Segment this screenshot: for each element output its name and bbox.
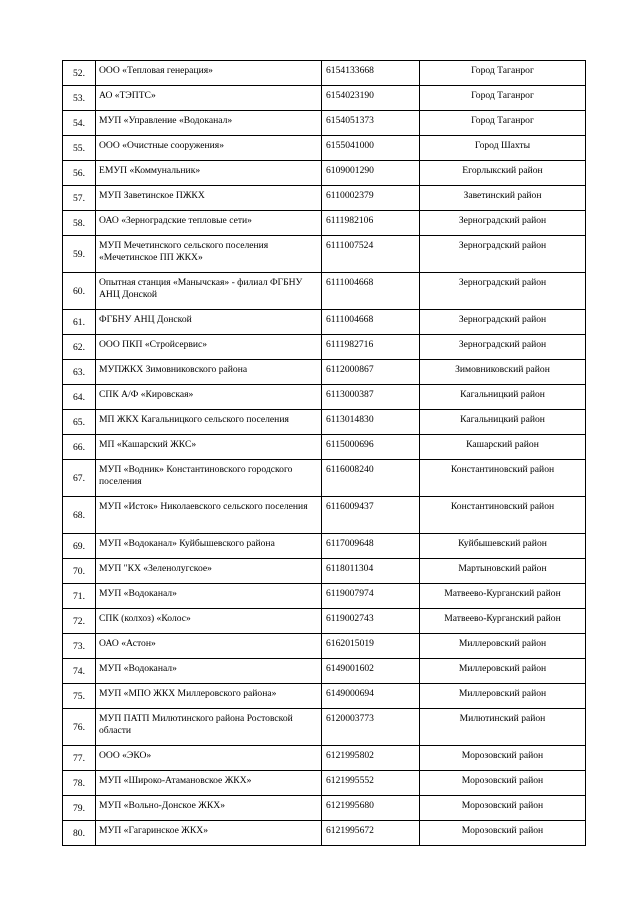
organization-name: МП «Кашарский ЖКС» <box>96 435 322 460</box>
inn-value: 6116008240 <box>322 460 420 497</box>
inn-value: 6154133668 <box>322 61 420 86</box>
inn-value: 6119002743 <box>322 609 420 634</box>
row-number: 79. <box>63 796 96 821</box>
organization-name: ОАО «Зерноградские тепловые сети» <box>96 211 322 236</box>
district-name: Заветинский район <box>420 186 586 211</box>
district-name: Миллеровский район <box>420 659 586 684</box>
row-number: 52. <box>63 61 96 86</box>
table-row <box>63 771 586 796</box>
inn-value: 6162015019 <box>322 634 420 659</box>
district-name: Матвеево-Курганский район <box>420 609 586 634</box>
organization-name: МУП «МПО ЖКХ Миллеровского района» <box>96 684 322 709</box>
district-name: Миллеровский район <box>420 634 586 659</box>
row-number: 72. <box>63 609 96 634</box>
district-name: Егорлыкский район <box>420 161 586 186</box>
organization-name: МУП «Водоканал» Куйбышевского района <box>96 534 322 559</box>
organization-name: СПК А/Ф «Кировская» <box>96 385 322 410</box>
district-name: Зерноградский район <box>420 236 586 273</box>
row-number: 59. <box>63 236 96 273</box>
organization-name: МУП Мечетинского сельского поселения «Мечетинское ПП ЖКХ» <box>96 236 322 273</box>
row-number: 71. <box>63 584 96 609</box>
district-name: Константиновский район <box>420 460 586 497</box>
district-name: Куйбышевский район <box>420 534 586 559</box>
district-name: Зерноградский район <box>420 335 586 360</box>
district-name: Зерноградский район <box>420 310 586 335</box>
inn-value: 6149000694 <box>322 684 420 709</box>
table-row <box>63 211 586 236</box>
row-number: 53. <box>63 86 96 111</box>
table-row <box>63 360 586 385</box>
row-number: 76. <box>63 709 96 746</box>
inn-value: 6154023190 <box>322 86 420 111</box>
inn-value: 6112000867 <box>322 360 420 385</box>
organization-name: ЕМУП «Коммунальник» <box>96 161 322 186</box>
district-name: Милютинский район <box>420 709 586 746</box>
row-number: 67. <box>63 460 96 497</box>
table-row <box>63 709 586 746</box>
table-row <box>63 796 586 821</box>
table-row <box>63 236 586 273</box>
district-name: Город Шахты <box>420 136 586 161</box>
district-name: Морозовский район <box>420 771 586 796</box>
table-row <box>63 684 586 709</box>
table-row <box>63 61 586 86</box>
district-name: Город Таганрог <box>420 111 586 136</box>
inn-value: 6119007974 <box>322 584 420 609</box>
inn-value: 6116009437 <box>322 497 420 534</box>
table-row <box>63 435 586 460</box>
district-name: Константиновский район <box>420 497 586 534</box>
district-name: Зерноградский район <box>420 211 586 236</box>
inn-value: 6118011304 <box>322 559 420 584</box>
row-number: 58. <box>63 211 96 236</box>
inn-value: 6111007524 <box>322 236 420 273</box>
organization-name: ООО ПКП «Стройсервис» <box>96 335 322 360</box>
row-number: 65. <box>63 410 96 435</box>
row-number: 55. <box>63 136 96 161</box>
row-number: 68. <box>63 497 96 534</box>
organization-name: АО «ТЭПТС» <box>96 86 322 111</box>
row-number: 80. <box>63 821 96 846</box>
inn-value: 6154051373 <box>322 111 420 136</box>
district-name: Город Таганрог <box>420 61 586 86</box>
organization-name: МУП ПАТП Милютинского района Ростовской области <box>96 709 322 746</box>
inn-value: 6121995552 <box>322 771 420 796</box>
row-number: 64. <box>63 385 96 410</box>
table-row <box>63 136 586 161</box>
district-name: Зимовниковский район <box>420 360 586 385</box>
district-name: Зерноградский район <box>420 273 586 310</box>
district-name: Морозовский район <box>420 821 586 846</box>
inn-value: 6113014830 <box>322 410 420 435</box>
organization-name: МУП «Водоканал» <box>96 584 322 609</box>
organization-name: МУПЖКХ Зимовниковского района <box>96 360 322 385</box>
table-row <box>63 659 586 684</box>
table-row <box>63 161 586 186</box>
row-number: 78. <box>63 771 96 796</box>
inn-value: 6121995802 <box>322 746 420 771</box>
row-number: 69. <box>63 534 96 559</box>
row-number: 62. <box>63 335 96 360</box>
district-name: Мартыновский район <box>420 559 586 584</box>
inn-value: 6109001290 <box>322 161 420 186</box>
row-number: 60. <box>63 273 96 310</box>
table-row <box>63 335 586 360</box>
inn-value: 6120003773 <box>322 709 420 746</box>
table-row <box>63 609 586 634</box>
row-number: 70. <box>63 559 96 584</box>
row-number: 56. <box>63 161 96 186</box>
organization-name: ООО «ЭКО» <box>96 746 322 771</box>
organization-name: МУП «Вольно-Донское ЖКХ» <box>96 796 322 821</box>
table-row <box>63 385 586 410</box>
organization-name: МУП «Гагаринское ЖКХ» <box>96 821 322 846</box>
district-name: Матвеево-Курганский район <box>420 584 586 609</box>
inn-value: 6111982716 <box>322 335 420 360</box>
organization-name: МУП «Широко-Атамановское ЖКХ» <box>96 771 322 796</box>
organization-name: МУП «Управление «Водоканал» <box>96 111 322 136</box>
organization-name: МУП "КХ «Зеленолугское» <box>96 559 322 584</box>
inn-value: 6111004668 <box>322 273 420 310</box>
inn-value: 6117009648 <box>322 534 420 559</box>
table-row <box>63 634 586 659</box>
organization-name: МП ЖКХ Кагальницкого сельского поселения <box>96 410 322 435</box>
organization-name: МУП Заветинское ПЖКХ <box>96 186 322 211</box>
organization-name: МУП «Водник» Константиновского городского поселения <box>96 460 322 497</box>
organization-name: СПК (колхоз) «Колос» <box>96 609 322 634</box>
district-name: Город Таганрог <box>420 86 586 111</box>
inn-value: 6111982106 <box>322 211 420 236</box>
district-name: Кагальницкий район <box>420 385 586 410</box>
organizations-table <box>62 60 586 846</box>
district-name: Миллеровский район <box>420 684 586 709</box>
organization-name: ОАО «Астон» <box>96 634 322 659</box>
district-name: Кашарский район <box>420 435 586 460</box>
row-number: 54. <box>63 111 96 136</box>
row-number: 73. <box>63 634 96 659</box>
inn-value: 6115000696 <box>322 435 420 460</box>
inn-value: 6110002379 <box>322 186 420 211</box>
district-name: Кагальницкий район <box>420 410 586 435</box>
district-name: Морозовский район <box>420 746 586 771</box>
inn-value: 6121995680 <box>322 796 420 821</box>
table-body <box>63 61 586 846</box>
table-row <box>63 497 586 534</box>
table-row <box>63 186 586 211</box>
inn-value: 6149001602 <box>322 659 420 684</box>
row-number: 63. <box>63 360 96 385</box>
organization-name: Опытная станция «Манычская» - филиал ФГБНУ АНЦ Донской <box>96 273 322 310</box>
row-number: 77. <box>63 746 96 771</box>
row-number: 75. <box>63 684 96 709</box>
inn-value: 6113000387 <box>322 385 420 410</box>
table-row <box>63 111 586 136</box>
row-number: 57. <box>63 186 96 211</box>
table-row <box>63 821 586 846</box>
table-row <box>63 460 586 497</box>
table-row <box>63 746 586 771</box>
organization-name: ФГБНУ АНЦ Донской <box>96 310 322 335</box>
inn-value: 6121995672 <box>322 821 420 846</box>
inn-value: 6155041000 <box>322 136 420 161</box>
row-number: 74. <box>63 659 96 684</box>
table-row <box>63 410 586 435</box>
table-row <box>63 310 586 335</box>
organization-name: МУП «Водоканал» <box>96 659 322 684</box>
inn-value: 6111004668 <box>322 310 420 335</box>
table-row <box>63 534 586 559</box>
row-number: 61. <box>63 310 96 335</box>
table-row <box>63 559 586 584</box>
organization-name: ООО «Очистные сооружения» <box>96 136 322 161</box>
organization-name: ООО «Тепловая генерация» <box>96 61 322 86</box>
table-row <box>63 86 586 111</box>
organization-name: МУП «Исток» Николаевского сельского поселения <box>96 497 322 534</box>
district-name: Морозовский район <box>420 796 586 821</box>
table-row <box>63 273 586 310</box>
row-number: 66. <box>63 435 96 460</box>
table-row <box>63 584 586 609</box>
